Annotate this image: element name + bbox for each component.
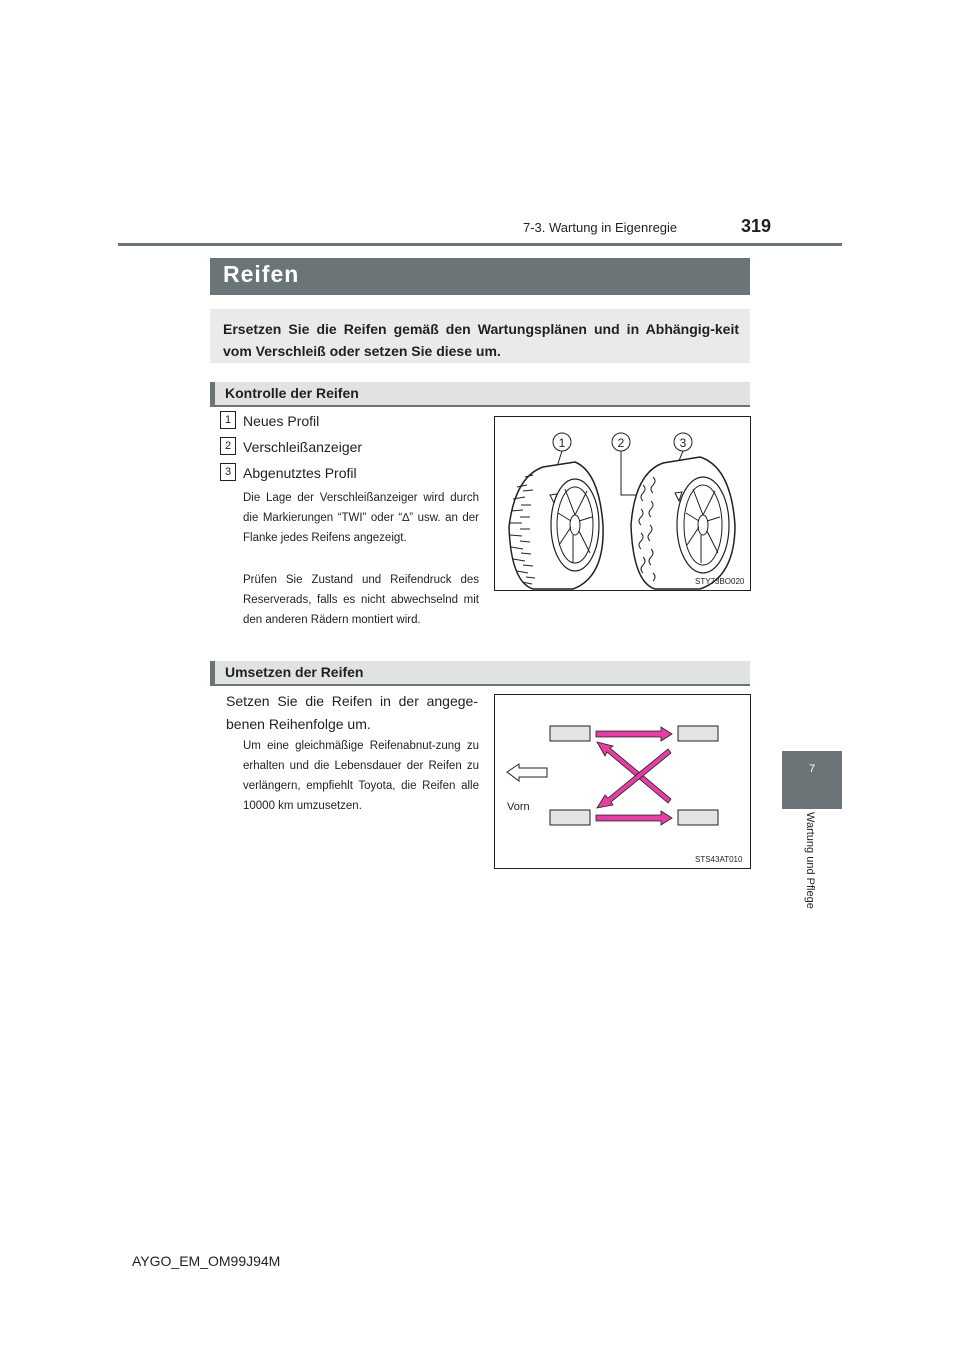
front-direction-arrow: [507, 764, 547, 781]
new-tire: [509, 462, 603, 589]
tire-wear-figure: [494, 416, 751, 591]
section-heading-check: [210, 382, 750, 407]
intro-box: [210, 309, 750, 363]
tire-front-left: [550, 726, 590, 741]
header-section-title: 7-3. Wartung in Eigenregie: [523, 220, 678, 235]
paragraph-spare-wheel: Prüfen Sie Zustand und Reifendruck des Reserverads, falls es nicht abwechselnd mit den anderen Rädern montiert wird.: [243, 574, 479, 626]
page-title: Reifen: [223, 261, 300, 287]
front-label: Vorn: [507, 801, 530, 813]
item-number-2: 2: [220, 437, 236, 455]
item-number-3: 3: [220, 463, 236, 481]
tire-rear-right: [678, 810, 718, 825]
worn-tire: [631, 457, 735, 589]
callout-2-label: 2: [617, 436, 625, 450]
item-label-new-tread: Neues Profil: [243, 413, 320, 429]
chapter-tab[interactable]: [782, 751, 842, 809]
tire-illustration: [495, 417, 750, 590]
chapter-title: Wartung und Pflege: [804, 812, 816, 909]
item-number-1: 1: [220, 411, 236, 429]
header-rule: [118, 243, 842, 246]
section-heading-text: Umsetzen der Reifen: [225, 664, 364, 680]
rotation-paragraph: Um eine gleichmäßige Reifenabnut-zung zu erhalten und die Lebensdauer der Reifen zu verlängern, empfiehlt Toyota, die Reifen alle 10000 km umzusetzen.: [243, 740, 479, 812]
rotation-diagram: [495, 695, 750, 868]
section-heading-text: Kontrolle der Reifen: [225, 385, 359, 401]
tire-rotation-figure: [494, 694, 751, 869]
callout-1: [553, 433, 571, 451]
callout-1-label: 1: [558, 436, 566, 450]
paragraph-wear-indicator: Die Lage der Verschleißanzeiger wird durch die Markierungen “TWI” oder “∆” usw. an der Flanke jedes Reifens angezeigt.: [243, 492, 479, 544]
callout-2: [612, 433, 630, 451]
tire-front-right: [678, 726, 718, 741]
arrow-rear: [596, 811, 672, 825]
rotation-lead-text: Setzen Sie die Reifen in der angege-benen Reihenfolge um.: [226, 693, 478, 732]
section-heading-rotation: [210, 661, 750, 686]
chapter-number: 7: [808, 763, 816, 775]
section-bar: [210, 382, 215, 407]
figure-code: STS43AT010: [695, 855, 743, 864]
callout-3: [674, 433, 692, 451]
page-number: 319: [741, 216, 772, 236]
tire-rear-left: [550, 810, 590, 825]
section-bar: [210, 661, 215, 686]
arrow-front: [596, 727, 672, 741]
arrow-cross-up: [597, 742, 671, 803]
figure-code: STY73BO020: [695, 577, 745, 586]
item-label-worn-tread: Abgenutztes Profil: [243, 465, 357, 481]
arrow-cross-down: [597, 749, 671, 808]
item-label-wear-indicator: Verschleißanzeiger: [243, 439, 363, 455]
intro-text: Ersetzen Sie die Reifen gemäß den Wartungsplänen und in Abhängig-keit vom Verschleiß oder setzen Sie diese um.: [223, 321, 739, 359]
rotation-arrows: [596, 727, 672, 825]
document-code-footer: AYGO_EM_OM99J94M: [132, 1253, 281, 1269]
callout-3-label: 3: [679, 436, 687, 450]
chapter-title-vertical: [774, 812, 834, 962]
